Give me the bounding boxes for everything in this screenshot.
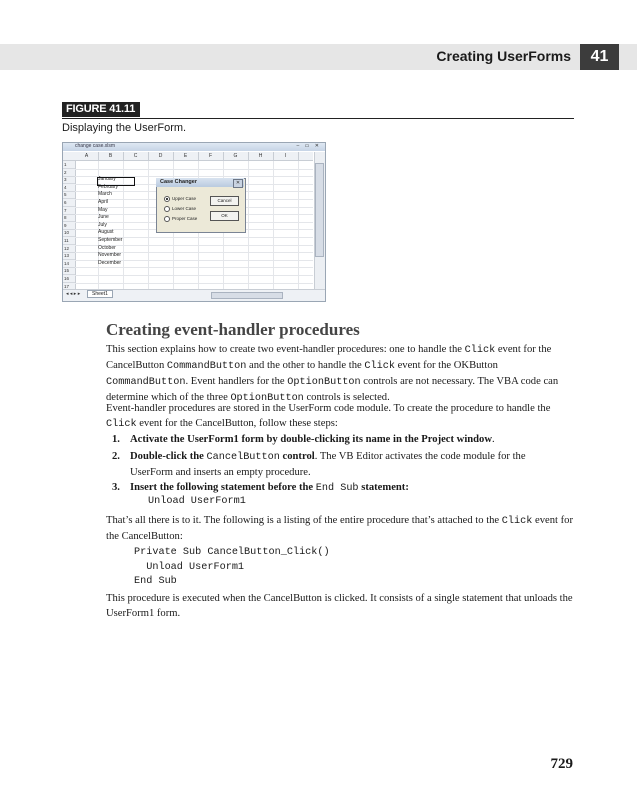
running-header-title: Creating UserForms <box>436 48 571 64</box>
figure-rule <box>62 118 574 119</box>
inline-code: OptionButton <box>287 377 361 388</box>
text-run: event for the CancelButton <box>106 344 552 371</box>
horizontal-scroll-thumb <box>211 292 283 299</box>
text-run: event for the OKButton <box>394 360 498 371</box>
column-header: A <box>75 152 99 160</box>
month-cell: July <box>98 221 107 228</box>
step-text <box>130 434 495 445</box>
row-header: 13 <box>63 252 75 260</box>
step-number: 2. <box>112 451 120 462</box>
month-cell: March <box>98 191 112 198</box>
row-header: 17 <box>63 283 75 291</box>
close-icon: ✕ <box>233 179 243 188</box>
sheet-tab: Sheet1 <box>87 290 113 298</box>
grid-vline <box>148 161 149 289</box>
text-run: and the other to handle the <box>246 360 365 371</box>
radio-selected-icon <box>164 196 170 202</box>
row-header: 8 <box>63 214 75 222</box>
code-line: End Sub <box>134 576 177 587</box>
row-header: 10 <box>63 229 75 237</box>
step-number: 3. <box>112 482 120 493</box>
chapter-number-badge: 41 <box>580 44 619 70</box>
inline-code: OptionButton <box>230 393 304 404</box>
inline-code: CancelButton <box>206 452 280 463</box>
vertical-scroll-thumb <box>315 163 324 257</box>
dialog-title: Case Changer <box>160 179 197 185</box>
option-proper-case <box>164 216 197 222</box>
column-header: I <box>273 152 299 160</box>
text-run: . <box>492 434 495 445</box>
text-run: . The VB Editor activates the code module for the UserForm and inserts an empty procedure. <box>130 451 526 478</box>
step-3-code: Unload UserForm1 <box>148 496 246 507</box>
step-text <box>130 451 526 478</box>
text-run: Event-handler procedures are stored in the UserForm code module. To create the procedure to handle the <box>106 403 551 414</box>
inline-code: Click <box>364 361 395 372</box>
row-header: 3 <box>63 176 75 184</box>
row-header-column <box>63 161 76 289</box>
text-run: controls are not necessary. The VBA code can determine which of the three <box>106 376 559 403</box>
month-cell: September <box>98 237 123 243</box>
section-heading: Creating event-handler procedures <box>106 320 360 339</box>
column-header: F <box>198 152 224 160</box>
row-header: 4 <box>63 184 75 192</box>
sheet-nav-arrows: ◂ ◂ ▸ ▸ <box>66 291 81 297</box>
text-run: event for the CancelButton, follow these steps: <box>136 418 338 429</box>
paragraph-summary: This procedure is executed when the CancelButton is clicked. It consists of a single statement that unloads the UserForm1 form. <box>106 593 573 619</box>
column-header-row <box>63 152 313 161</box>
radio-icon <box>164 216 170 222</box>
option-label: Upper Case <box>172 196 197 202</box>
inline-code: End Sub <box>315 483 359 494</box>
cancel-button: Cancel <box>210 196 239 206</box>
bold-text: control <box>279 451 315 462</box>
month-cell: June <box>98 214 109 221</box>
step-2 <box>112 449 570 480</box>
month-cell: May <box>98 206 108 213</box>
step-1 <box>112 432 570 447</box>
bold-text: Activate the UserForm1 form by double-clicking its name in the Project window <box>130 434 492 445</box>
month-cell: February <box>98 183 119 190</box>
grid-hline <box>75 283 313 284</box>
figure-label: FIGURE 41.11 <box>62 102 140 117</box>
code-line: Unload UserForm1 <box>134 562 245 573</box>
text-run: This section explains how to create two event-handler procedures: one to handle the <box>106 344 465 355</box>
ok-button: OK <box>210 211 239 221</box>
row-header: 7 <box>63 207 75 215</box>
option-upper-case <box>164 196 196 202</box>
row-header: 1 <box>63 161 75 169</box>
grid-vline <box>298 161 299 289</box>
bold-text: Double-click the <box>130 451 207 462</box>
bold-text: statement: <box>358 482 409 493</box>
month-cell: October <box>98 244 116 251</box>
grid-vline <box>248 161 249 289</box>
inline-code: CommandButton <box>106 377 186 388</box>
column-header: B <box>98 152 124 160</box>
inline-code: CommandButton <box>166 361 247 372</box>
month-cell: April <box>98 199 109 205</box>
row-header: 11 <box>63 237 75 245</box>
row-header: 6 <box>63 199 75 207</box>
text-run: . Event handlers for the <box>185 376 288 387</box>
row-header: 9 <box>63 222 75 230</box>
text-run: event for the CancelButton: <box>106 515 573 542</box>
row-header: 12 <box>63 245 75 253</box>
column-header: G <box>223 152 249 160</box>
excel-title-text: change case.xlsm <box>75 143 116 149</box>
paragraph-event-handlers <box>106 401 576 432</box>
option-label: Proper Case <box>172 216 198 222</box>
column-header: H <box>248 152 274 160</box>
bold-text: Insert the following statement before the <box>130 482 316 493</box>
column-header: D <box>148 152 174 160</box>
row-header: 2 <box>63 169 75 177</box>
option-lower-case <box>164 206 196 212</box>
paragraph-listing-intro <box>106 513 576 544</box>
grid-hline <box>75 275 313 276</box>
selected-cell <box>97 177 135 186</box>
text-run: controls is selected. <box>303 392 390 403</box>
window-controls: – ▭ ✕ <box>296 143 321 149</box>
text-run: That’s all there is to it. The following is a listing of the entire procedure that’s attached to the <box>106 515 502 526</box>
column-header: E <box>173 152 199 160</box>
inline-code: Click <box>464 345 496 356</box>
row-header: 15 <box>63 267 75 275</box>
row-header: 14 <box>63 260 75 268</box>
month-cell: January <box>98 176 116 183</box>
grid-vline <box>273 161 274 289</box>
paragraph-intro <box>106 342 576 406</box>
radio-icon <box>164 206 170 212</box>
step-number: 1. <box>112 434 120 445</box>
grid-hline <box>75 267 313 268</box>
month-cell: November <box>98 252 122 259</box>
month-cell: August <box>98 229 114 236</box>
page-number: 729 <box>550 756 573 772</box>
column-header: C <box>123 152 149 160</box>
option-label: Lower Case <box>172 206 197 212</box>
grid-hline <box>75 169 313 170</box>
row-header: 5 <box>63 191 75 199</box>
code-line: Private Sub CancelButton_Click() <box>134 547 330 558</box>
step-text <box>130 482 409 493</box>
inline-code: Click <box>501 516 533 527</box>
inline-code: Click <box>106 419 137 430</box>
figure-caption: Displaying the UserForm. <box>62 122 187 134</box>
row-header: 16 <box>63 275 75 283</box>
month-cell: December <box>98 259 122 266</box>
